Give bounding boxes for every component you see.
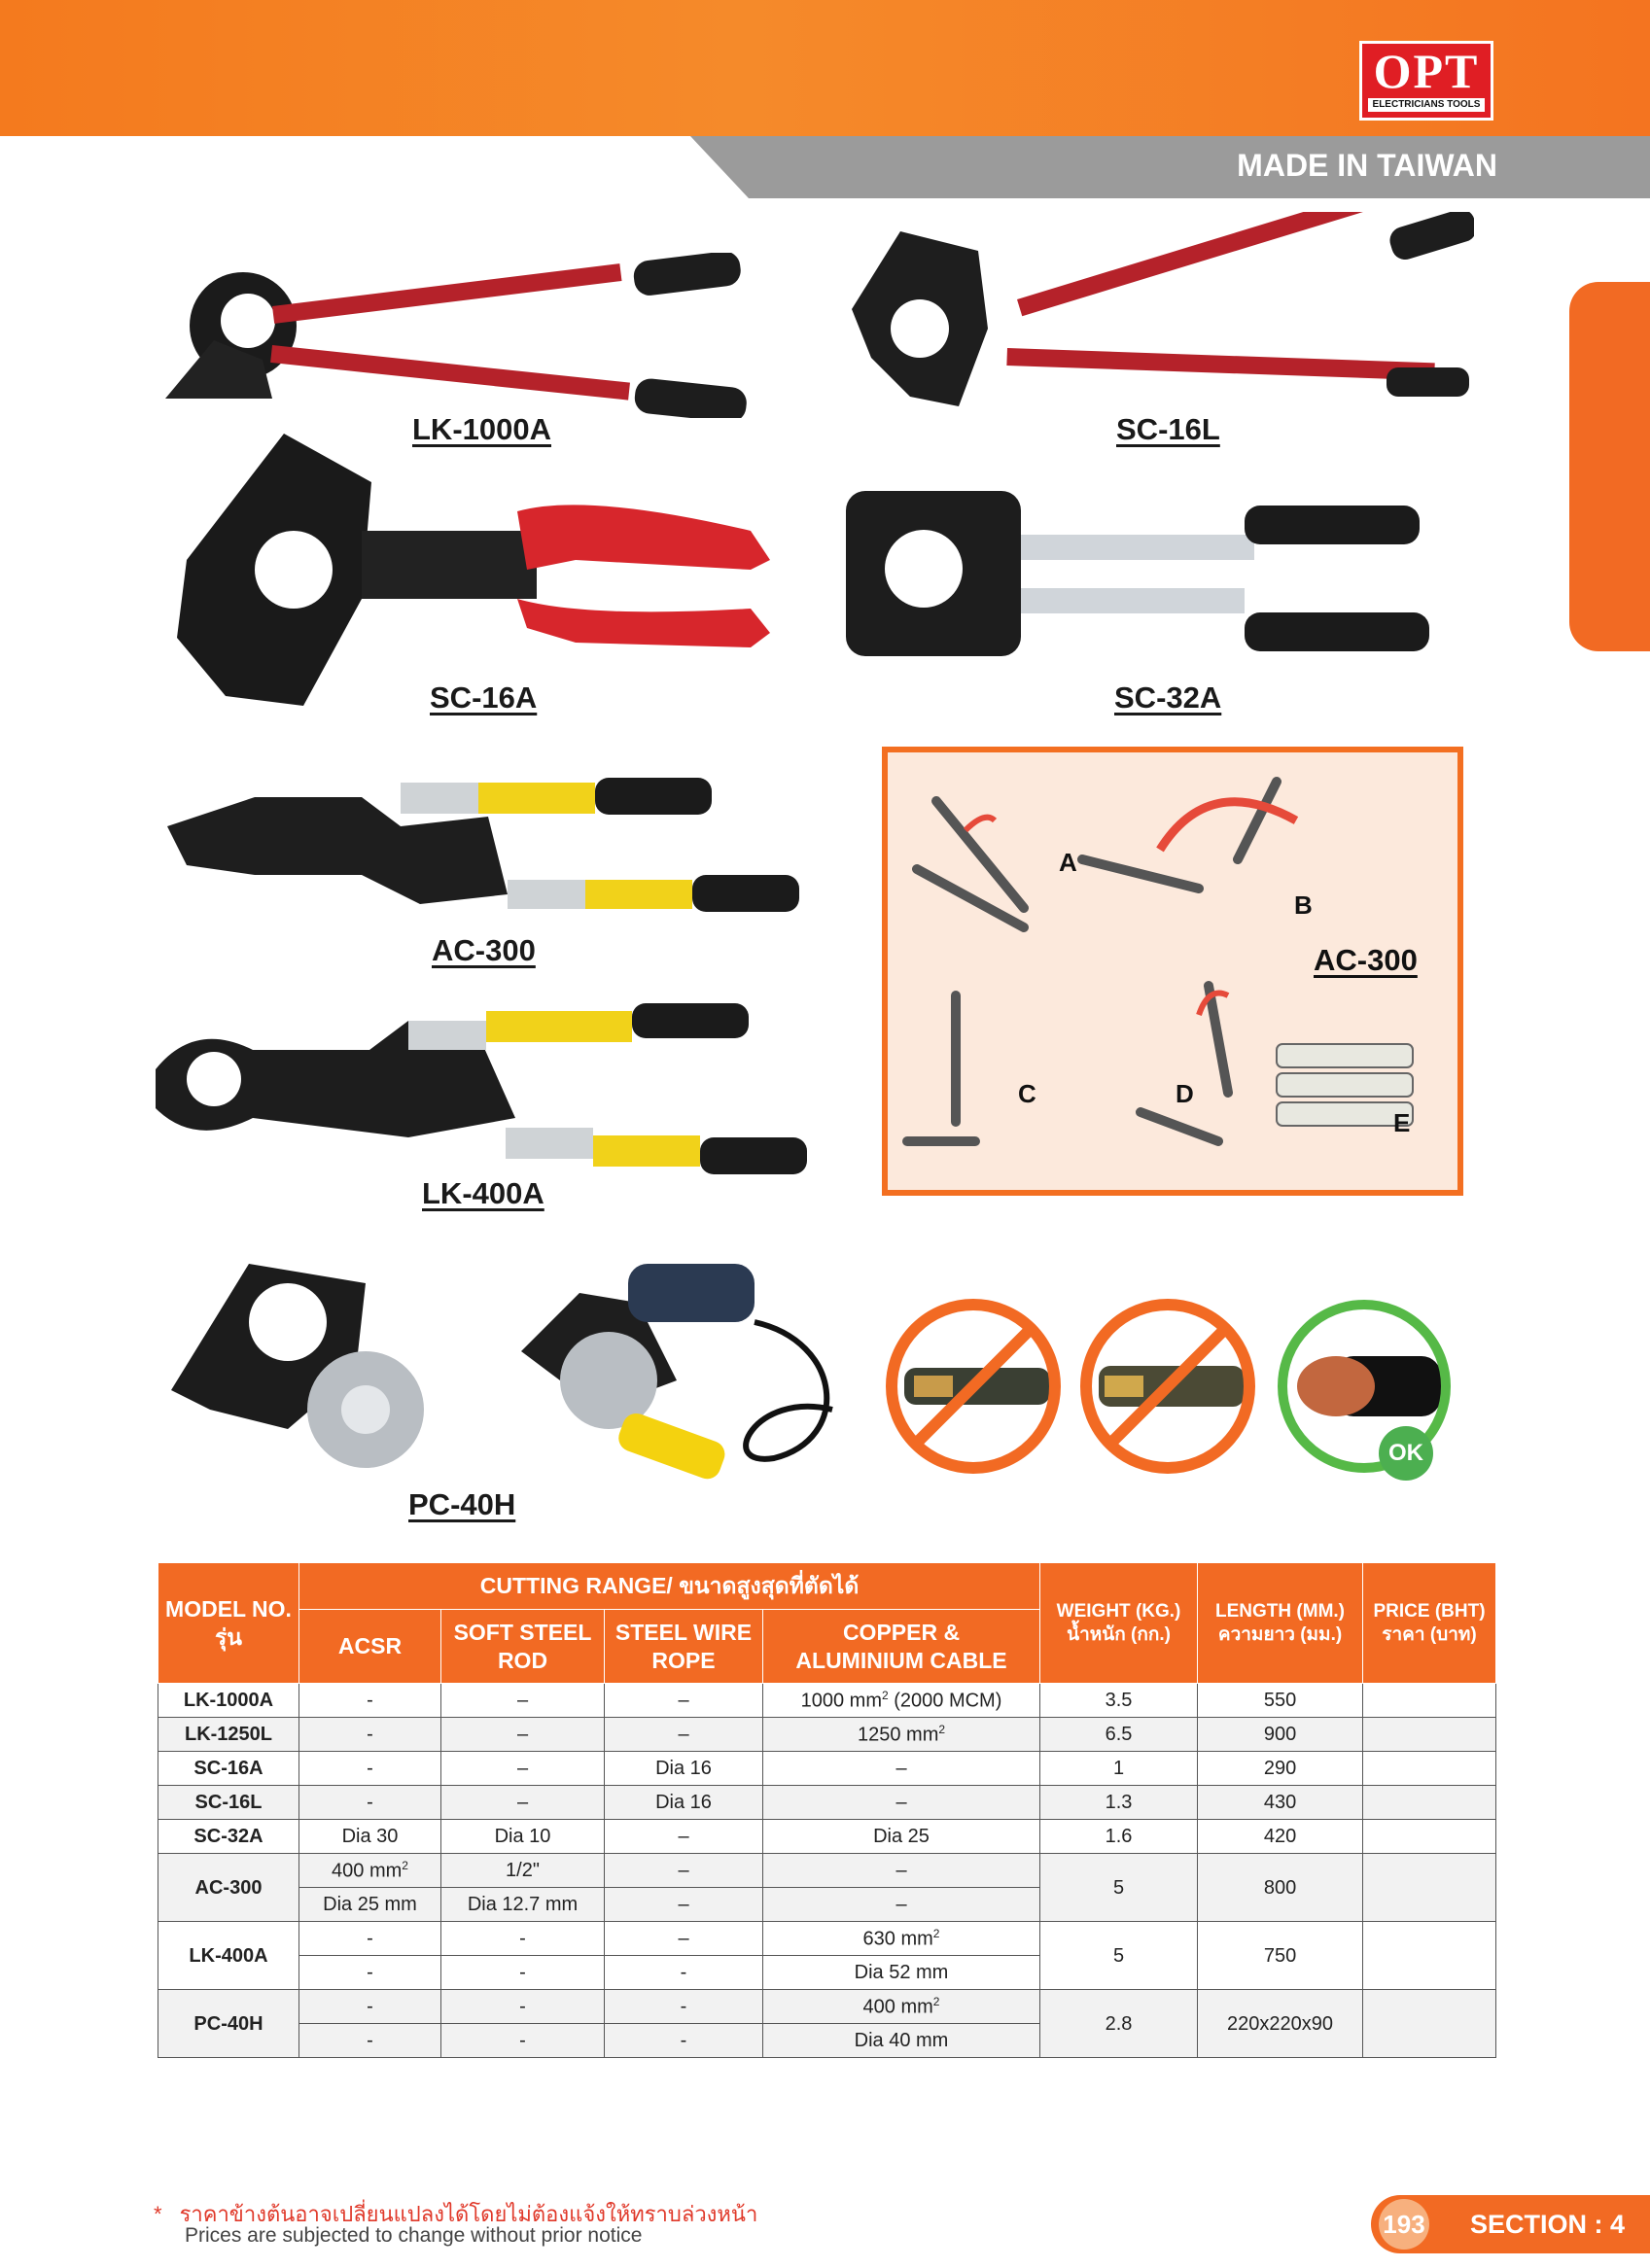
header-acsr: ACSR	[299, 1610, 441, 1684]
header-soft-steel-rod	[441, 1610, 605, 1684]
product-label-lk-1000a: LK-1000A	[412, 412, 551, 446]
cell-acsr: -	[299, 1956, 441, 1990]
logo-subtext: ELECTRICIANS TOOLS	[1368, 98, 1485, 112]
prohibited-cable-icon-2	[1079, 1298, 1256, 1475]
cell-model: PC-40H	[158, 1990, 299, 2058]
cell-rope: –	[605, 1820, 763, 1854]
product-label-lk-400a: LK-400A	[422, 1176, 544, 1210]
pc-40h-image	[171, 1244, 861, 1536]
cell-model: LK-1000A	[158, 1684, 299, 1718]
cell-price	[1363, 1990, 1496, 2058]
cell-copper: Dia 40 mm	[763, 2024, 1040, 2058]
cell-rod: Dia 10	[441, 1820, 605, 1854]
header-steel-wire-1: STEEL WIRE	[614, 1619, 753, 1645]
cell-weight: 6.5	[1040, 1718, 1198, 1752]
cell-acsr: -	[299, 1786, 441, 1820]
cell-copper	[763, 1684, 1040, 1718]
cell-acsr	[299, 1854, 441, 1888]
header-weight-en: WEIGHT (KG.)	[1056, 1600, 1181, 1622]
cell-model: SC-16A	[158, 1752, 299, 1786]
cell-copper-sup: 2	[882, 1688, 889, 1702]
table-row-lk-1000a	[158, 1684, 1496, 1718]
cell-acsr: -	[299, 2024, 441, 2058]
header-weight-th: น้ำหนัก (กก.)	[1067, 1623, 1171, 1645]
cell-copper	[763, 1990, 1040, 2024]
cell-price	[1363, 1684, 1496, 1718]
made-in-taiwan: MADE IN TAIWAN	[1237, 148, 1497, 183]
cell-rope: -	[605, 1990, 763, 2024]
cell-length: 900	[1198, 1718, 1363, 1752]
cell-weight: 3.5	[1040, 1684, 1198, 1718]
cell-acsr: Dia 25 mm	[299, 1888, 441, 1922]
cell-rod: -	[441, 1990, 605, 2024]
cell-weight: 1.6	[1040, 1820, 1198, 1854]
cell-model: SC-32A	[158, 1820, 299, 1854]
header-model	[158, 1563, 299, 1684]
cell-rope: –	[605, 1888, 763, 1922]
cell-rope: -	[605, 1956, 763, 1990]
table-row-pc-40h	[158, 1990, 1496, 2024]
cell-copper: –	[763, 1854, 1040, 1888]
header-copper-aluminium	[763, 1610, 1040, 1684]
cell-rod: –	[441, 1752, 605, 1786]
cell-length: 430	[1198, 1786, 1363, 1820]
product-label-sc-32a: SC-32A	[1114, 680, 1222, 715]
diagram-step-a: A	[1059, 848, 1077, 877]
cell-copper-tail: (2000 MCM)	[888, 1690, 1002, 1712]
cell-length: 550	[1198, 1684, 1363, 1718]
footer-star: *	[154, 2202, 162, 2226]
logo-text: OPT	[1373, 44, 1480, 98]
cell-acsr: -	[299, 1990, 441, 2024]
cell-model: LK-400A	[158, 1922, 299, 1990]
header-weight	[1040, 1563, 1198, 1684]
cell-copper-sup: 2	[932, 1926, 940, 1940]
cell-rope: –	[605, 1718, 763, 1752]
cell-price	[1363, 1854, 1496, 1922]
cell-acsr-value: 400 mm	[332, 1860, 403, 1882]
spec-table	[158, 1562, 1496, 2058]
cell-rope: –	[605, 1854, 763, 1888]
table-row-sc-16a	[158, 1752, 1496, 1786]
opt-logo	[1359, 41, 1493, 121]
header-length-th: ความยาว (มม.)	[1217, 1623, 1343, 1645]
cell-length: 420	[1198, 1820, 1363, 1854]
header-soft-steel-2: ROD	[497, 1647, 548, 1673]
cell-acsr: Dia 30	[299, 1820, 441, 1854]
header-copper-1: COPPER &	[842, 1619, 961, 1645]
diagram-title: AC-300	[1314, 943, 1418, 977]
footer-note-th-text: ราคาข้างต้นอาจเปลี่ยนแปลงได้โดยไม่ต้องแจ้งให้ทราบล่วงหน้า	[179, 2202, 758, 2226]
ac-300-usage-diagram	[882, 747, 1463, 1196]
cell-copper-value: 1250 mm	[857, 1724, 939, 1746]
table-row-sc-16l	[158, 1786, 1496, 1820]
sc-32a-image	[846, 476, 1449, 671]
cell-acsr: -	[299, 1718, 441, 1752]
cell-rod: -	[441, 1922, 605, 1956]
cell-acsr: -	[299, 1684, 441, 1718]
cell-weight: 1.3	[1040, 1786, 1198, 1820]
cell-weight: 1	[1040, 1752, 1198, 1786]
cell-weight: 5	[1040, 1922, 1198, 1990]
page-number: 193	[1379, 2199, 1429, 2250]
product-label-sc-16a: SC-16A	[430, 680, 538, 715]
product-label-ac-300: AC-300	[432, 933, 536, 967]
header-price-th: ราคา (บาท)	[1382, 1623, 1477, 1645]
table-row-lk-1250l	[158, 1718, 1496, 1752]
header-price-en: PRICE (BHT)	[1373, 1600, 1486, 1622]
cell-rod: –	[441, 1718, 605, 1752]
sc-16a-image	[167, 424, 819, 715]
lk-1000a-image	[156, 253, 758, 418]
cell-rod: -	[441, 1956, 605, 1990]
cell-copper-value: 630 mm	[862, 1928, 933, 1950]
header-length	[1198, 1563, 1363, 1684]
header-price	[1363, 1563, 1496, 1684]
header-model-th: รุ่น	[214, 1623, 243, 1650]
sc-16l-image	[842, 212, 1474, 436]
cell-copper-value: 400 mm	[862, 1996, 933, 2018]
table-row-ac-300	[158, 1854, 1496, 1888]
diagram-step-d: D	[1176, 1079, 1194, 1108]
cell-rope: –	[605, 1922, 763, 1956]
cell-copper-sup: 2	[932, 1994, 940, 2008]
ok-badge: OK	[1379, 1426, 1433, 1481]
cell-copper: Dia 52 mm	[763, 1956, 1040, 1990]
cell-rope: Dia 16	[605, 1752, 763, 1786]
header-steel-wire-2: ROPE	[651, 1647, 716, 1673]
table-row-lk-400a	[158, 1922, 1496, 1956]
header-length-en: LENGTH (MM.)	[1215, 1600, 1346, 1622]
section-label: SECTION : 4	[1470, 2210, 1626, 2239]
cell-copper: Dia 25	[763, 1820, 1040, 1854]
header-model-en: MODEL NO.	[165, 1595, 292, 1622]
cell-price	[1363, 1718, 1496, 1752]
cell-acsr: -	[299, 1922, 441, 1956]
cell-length: 290	[1198, 1752, 1363, 1786]
cell-length: 800	[1198, 1854, 1363, 1922]
product-label-pc-40h: PC-40H	[408, 1487, 516, 1521]
cell-acsr: -	[299, 1752, 441, 1786]
prohibited-cable-icon-1	[885, 1298, 1062, 1475]
cell-copper: –	[763, 1786, 1040, 1820]
cell-acsr-sup: 2	[402, 1858, 408, 1872]
cell-rod: -	[441, 2024, 605, 2058]
cell-copper-sup: 2	[938, 1722, 946, 1736]
cell-weight: 5	[1040, 1854, 1198, 1922]
cell-rope: Dia 16	[605, 1786, 763, 1820]
cell-length: 220x220x90	[1198, 1990, 1363, 2058]
cell-copper: –	[763, 1752, 1040, 1786]
cell-rod: –	[441, 1684, 605, 1718]
cell-model: SC-16L	[158, 1786, 299, 1820]
cell-rod: Dia 12.7 mm	[441, 1888, 605, 1922]
product-label-sc-16l: SC-16L	[1116, 412, 1220, 446]
cell-price	[1363, 1752, 1496, 1786]
cell-copper	[763, 1922, 1040, 1956]
cell-rope: –	[605, 1684, 763, 1718]
diagram-step-e: E	[1393, 1108, 1411, 1137]
table-row-sc-32a	[158, 1820, 1496, 1854]
cell-rod: 1/2"	[441, 1854, 605, 1888]
lk-400a-image	[156, 982, 817, 1196]
cell-price	[1363, 1786, 1496, 1820]
cell-weight: 2.8	[1040, 1990, 1198, 2058]
cell-price	[1363, 1922, 1496, 1990]
header-copper-2: ALUMINIUM CABLE	[795, 1647, 1007, 1673]
side-section-tab	[1569, 282, 1650, 651]
cell-copper-value: 1000 mm	[800, 1690, 882, 1712]
cell-model: AC-300	[158, 1854, 299, 1922]
cell-length: 750	[1198, 1922, 1363, 1990]
cell-copper: –	[763, 1888, 1040, 1922]
cell-rope: -	[605, 2024, 763, 2058]
cell-rod: –	[441, 1786, 605, 1820]
footer-note-english: Prices are subjected to change without prior notice	[185, 2224, 643, 2247]
cell-price	[1363, 1820, 1496, 1854]
header-soft-steel-1: SOFT STEEL	[453, 1619, 592, 1645]
ac-300-image	[167, 739, 809, 933]
diagram-step-c: C	[1018, 1079, 1036, 1108]
cell-copper	[763, 1718, 1040, 1752]
cell-model: LK-1250L	[158, 1718, 299, 1752]
diagram-step-b: B	[1294, 890, 1313, 920]
header-steel-wire-rope	[605, 1610, 763, 1684]
header-cutting-range: CUTTING RANGE/ ขนาดสูงสุดที่ตัดได้	[299, 1563, 1040, 1610]
